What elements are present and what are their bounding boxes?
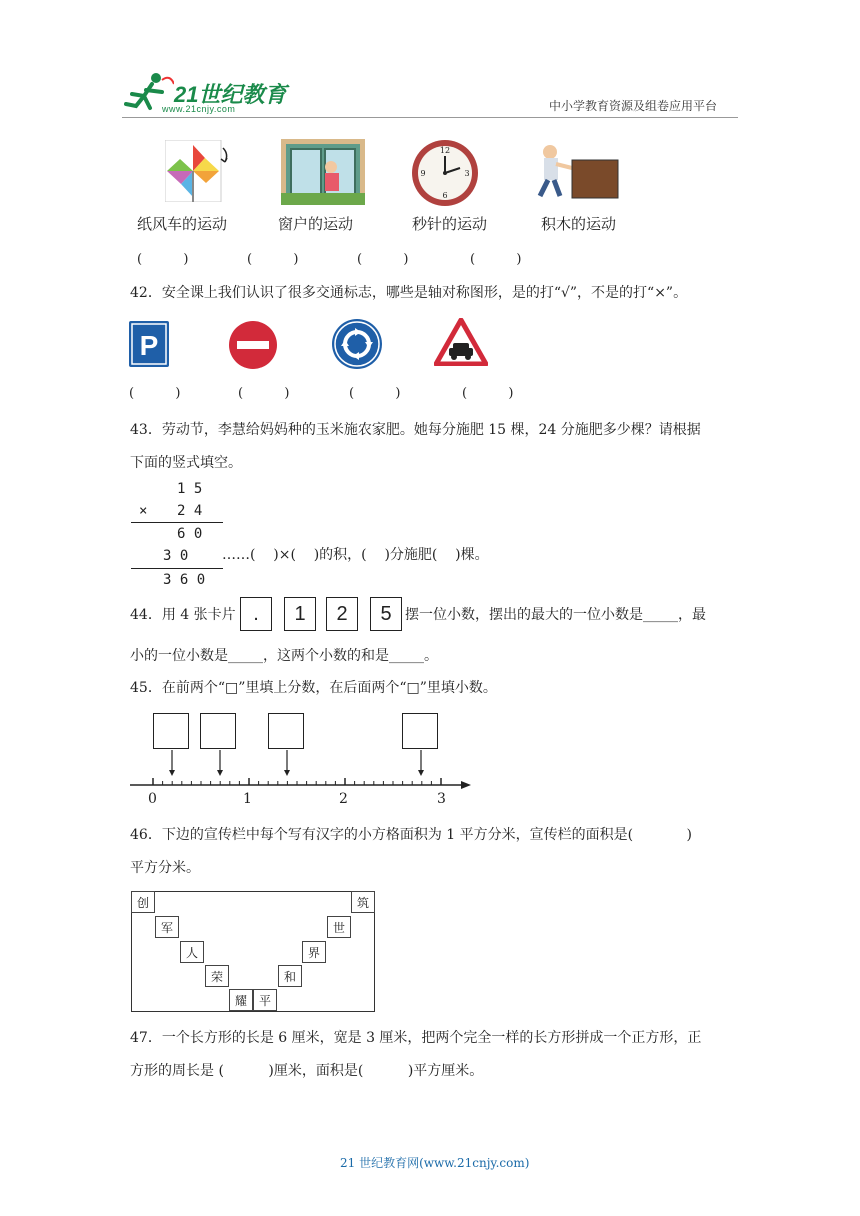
svg-text:12: 12 — [439, 146, 451, 155]
pointer-arrow-icon — [418, 770, 424, 776]
tick-label-1: 1 — [243, 791, 252, 807]
answer-box[interactable] — [268, 713, 304, 749]
axis-arrow-icon — [461, 781, 471, 789]
card-2: 2 — [326, 597, 358, 631]
grid-char: 军 — [155, 916, 179, 938]
answer-blank[interactable]: ( ) — [129, 386, 181, 401]
question-44-suffix: 摆一位小数，摆出的最大的一位小数是_____，最 — [405, 607, 706, 623]
svg-text:3: 3 — [464, 169, 470, 178]
answer-blank[interactable]: ( ) — [137, 252, 189, 267]
logo-text: 21世纪教育 — [174, 82, 287, 107]
no-entry-sign-icon — [228, 320, 278, 370]
calc-row4: 3 0 — [163, 548, 189, 564]
caption-second-hand: 秒针的运动 — [412, 215, 488, 233]
footer-text: 21 世纪教育网(www.21cnjy.com) — [340, 1156, 530, 1170]
answer-blank[interactable]: ( ) — [349, 386, 401, 401]
number-line — [125, 745, 475, 795]
question-47-line2: 方形的周长是 ( )厘米，面积是( )平方厘米。 — [130, 1063, 484, 1079]
answer-blank[interactable]: ( ) — [238, 386, 290, 401]
answer-blank[interactable]: ( ) — [357, 252, 409, 267]
question-46-line1: 46．下边的宣传栏中每个写有汉字的小方格面积为 1 平方分米，宣传栏的面积是( ) — [130, 827, 692, 843]
logo — [122, 70, 292, 115]
answer-box[interactable] — [402, 713, 438, 749]
parking-letter: P — [139, 330, 159, 361]
grid-char: 创 — [131, 891, 155, 913]
block-push-image — [536, 140, 622, 202]
calc-line — [131, 568, 223, 569]
caption-block: 积木的运动 — [541, 215, 617, 233]
card-1: 1 — [284, 597, 316, 631]
grid-char: 世 — [327, 916, 351, 938]
answer-box[interactable] — [153, 713, 189, 749]
question-44-prefix: 44．用 4 张卡片 — [130, 607, 236, 623]
window-image — [281, 139, 365, 205]
parking-sign-icon — [129, 321, 169, 367]
calc-row2: 2 4 — [177, 503, 203, 519]
answer-box[interactable] — [200, 713, 236, 749]
clock-image — [410, 138, 480, 208]
tick-label-2: 2 — [339, 791, 348, 807]
pointer-arrow-icon — [217, 770, 223, 776]
pointer-arrow-icon — [284, 770, 290, 776]
calc-times: × — [139, 503, 148, 519]
calc-line — [131, 522, 223, 523]
pinwheel-image — [165, 140, 231, 202]
grid-char: 荣 — [205, 965, 229, 987]
grid-char: 筑 — [351, 891, 375, 913]
grid-char: 人 — [180, 941, 204, 963]
caption-pinwheel: 纸风车的运动 — [137, 215, 228, 233]
tick-label-3: 3 — [437, 791, 446, 807]
question-44-line2: 小的一位小数是_____，这两个小数的和是_____。 — [130, 648, 438, 664]
calc-row5: 3 6 0 — [163, 572, 206, 588]
question-43-line2: 下面的竖式填空。 — [130, 455, 242, 471]
question-46-line2: 平方分米。 — [130, 860, 200, 876]
car-warning-sign-icon — [434, 318, 488, 366]
calc-fill-text: ……( )×( )的积，( )分施肥( )棵。 — [222, 547, 489, 563]
logo-url: www.21cnjy.com — [162, 104, 236, 114]
header-divider — [122, 117, 738, 118]
tick-label-0: 0 — [148, 791, 157, 807]
answer-blank[interactable]: ( ) — [470, 252, 522, 267]
header-right-text: 中小学教育资源及组卷应用平台 — [549, 99, 718, 113]
grid-char: 和 — [278, 965, 302, 987]
grid-char: 界 — [302, 941, 326, 963]
calc-row3: 6 0 — [177, 526, 203, 542]
calc-row1: 1 5 — [177, 481, 203, 497]
question-42: 42．安全课上我们认识了很多交通标志，哪些是轴对称图形，是的打“√”，不是的打“×”。 — [130, 285, 688, 301]
question-47-line1: 47．一个长方形的长是 6 厘米，宽是 3 厘米，把两个完全一样的长方形拼成一个正方形，正 — [130, 1030, 702, 1046]
card-dot: . — [240, 597, 272, 631]
grid-char: 耀 — [229, 989, 253, 1011]
caption-window: 窗户的运动 — [278, 215, 354, 233]
answer-blank[interactable]: ( ) — [247, 252, 299, 267]
roundabout-sign-icon — [331, 318, 383, 370]
question-43-line1: 43．劳动节，李慧给妈妈种的玉米施农家肥。她每分施肥 15 棵，24 分施肥多少棵？请根据 — [130, 422, 701, 438]
svg-text:6: 6 — [442, 191, 448, 200]
question-45: 45．在前两个“□”里填上分数，在后面两个“□”里填小数。 — [130, 680, 497, 696]
pointer-arrow-icon — [169, 770, 175, 776]
card-5: 5 — [370, 597, 402, 631]
answer-blank[interactable]: ( ) — [462, 386, 514, 401]
svg-text:9: 9 — [420, 169, 426, 178]
grid-char: 平 — [253, 989, 277, 1011]
